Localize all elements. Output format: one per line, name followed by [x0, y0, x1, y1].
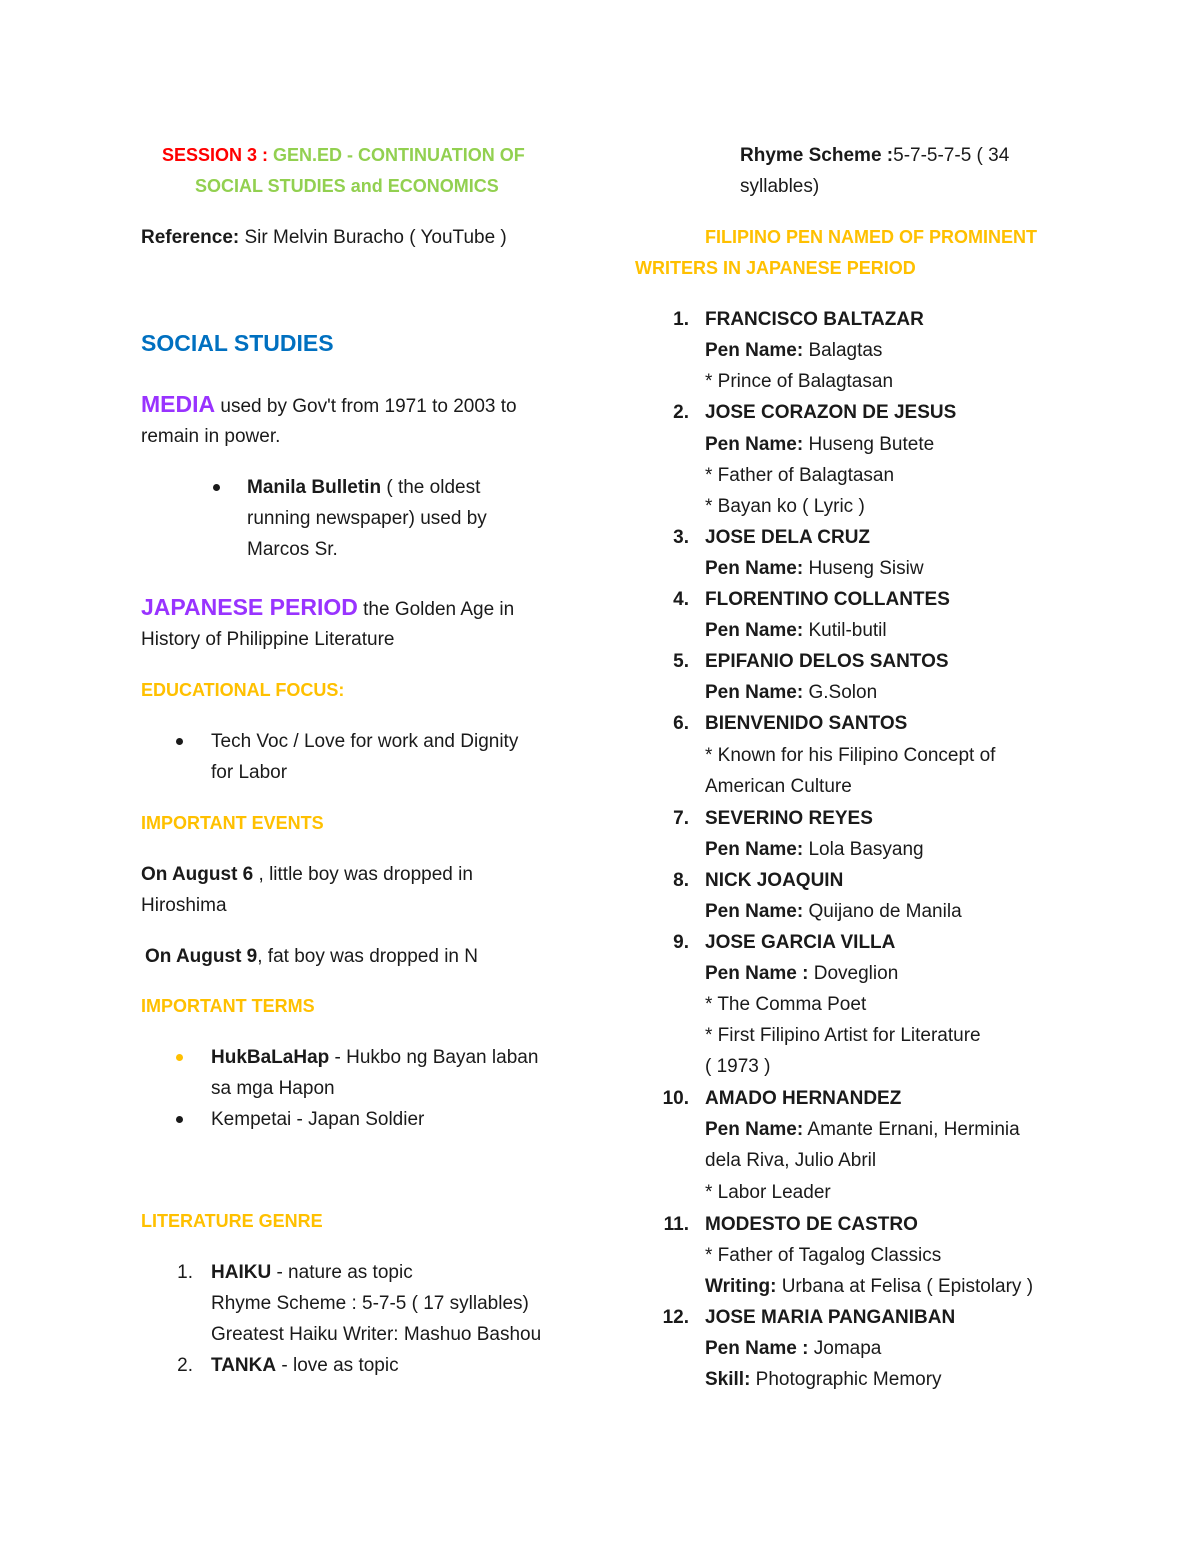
writer-note: * Labor Leader — [705, 1182, 831, 1203]
educational-focus-heading: EDUCATIONAL FOCUS: — [141, 680, 345, 700]
pen-name-label: Pen Name : — [705, 1338, 809, 1359]
media-text-1: used by Gov't from 1971 to 2003 to — [215, 396, 517, 417]
pen-name-value: G.Solon — [803, 682, 878, 703]
genre-2-label: TANKA — [211, 1355, 277, 1376]
writer-name: FLORENTINO COLLANTES — [705, 589, 950, 610]
writer-pen-name — [705, 558, 924, 580]
manila-bulletin-label: Manila Bulletin — [247, 477, 382, 498]
pen-name-value: Lola Basyang — [803, 839, 924, 860]
writer-name: JOSE GARCIA VILLA — [705, 932, 896, 953]
session-label: SESSION 3 : — [162, 145, 269, 165]
genre-1-line2: Rhyme Scheme : 5-7-5 ( 17 syllables) — [211, 1293, 529, 1314]
media-label: MEDIA — [141, 391, 216, 417]
writer-name: BIENVENIDO SANTOS — [705, 713, 908, 734]
reference-line — [141, 227, 507, 249]
pen-names-heading-line2: WRITERS IN JAPANESE PERIOD — [635, 258, 916, 278]
genre-2-text: - love as topic — [276, 1355, 399, 1376]
writer-note: * Prince of Balagtasan — [705, 371, 894, 392]
term-2: Kempetai - Japan Soldier — [211, 1109, 425, 1130]
writer-name: MODESTO DE CASTRO — [705, 1214, 918, 1235]
media-line — [141, 391, 517, 418]
pen-name-value: Huseng Sisiw — [803, 558, 924, 579]
event-2-date: On August 9 — [145, 946, 258, 967]
important-events-heading: IMPORTANT EVENTS — [141, 813, 324, 833]
pen-name-label: Pen Name: — [705, 620, 804, 641]
writing-label: Writing: — [705, 1276, 777, 1297]
writer-note: * Father of Tagalog Classics — [705, 1245, 942, 1266]
writer-name: JOSE DELA CRUZ — [705, 527, 871, 548]
session-title-rest: GEN.ED - CONTINUATION OF — [268, 145, 525, 165]
pen-name-label: Pen Name : — [705, 963, 809, 984]
bullet-icon — [176, 738, 183, 745]
pen-name-value: Quijano de Manila — [803, 901, 962, 922]
skill-value: Photographic Memory — [750, 1369, 942, 1390]
writer-number: 11. — [663, 1214, 689, 1235]
session-title — [162, 145, 525, 166]
writer-number: 9. — [673, 932, 689, 953]
term-1-label: HukBaLaHap — [211, 1047, 330, 1068]
writer-number: 7. — [673, 808, 689, 829]
genre-1-line3: Greatest Haiku Writer: Mashuo Bashou — [211, 1324, 542, 1345]
term-1-line2: sa mga Hapon — [211, 1078, 335, 1099]
japanese-period-line — [141, 594, 514, 621]
writer-note: * Known for his Filipino Concept of — [705, 745, 996, 766]
media-text-2: remain in power. — [141, 426, 281, 447]
writer-name: JOSE MARIA PANGANIBAN — [705, 1307, 956, 1328]
writer-pen-name — [705, 434, 934, 456]
pen-name-value: Balagtas — [803, 340, 883, 361]
genre-1 — [211, 1262, 413, 1284]
pen-name-value: Jomapa — [808, 1338, 882, 1359]
social-studies-heading: SOCIAL STUDIES — [141, 330, 334, 356]
pen-name-label: Pen Name: — [705, 901, 804, 922]
term-1-text: - Hukbo ng Bayan laban — [329, 1047, 539, 1068]
writer-pen-name — [705, 901, 962, 923]
writer-number: 10. — [662, 1088, 689, 1109]
skill-label: Skill: — [705, 1369, 751, 1390]
writer-name: JOSE CORAZON DE JESUS — [705, 402, 957, 423]
writer-number: 12. — [662, 1307, 689, 1328]
genre-1-text: - nature as topic — [271, 1262, 413, 1283]
genre-1-label: HAIKU — [211, 1262, 272, 1283]
event-2-text: , fat boy was dropped in N — [257, 946, 478, 967]
pen-name-value: Amante Ernani, Herminia — [803, 1119, 1020, 1140]
writer-pen-name — [705, 1119, 1020, 1141]
literature-genre-heading: LITERATURE GENRE — [141, 1211, 323, 1231]
pen-name-value: Huseng Butete — [803, 434, 935, 455]
genre-2 — [211, 1355, 399, 1377]
term-1 — [211, 1047, 538, 1069]
manila-bulletin-line — [247, 477, 480, 499]
tanka-rhyme-line2: syllables) — [740, 176, 820, 197]
writer-skill — [705, 1369, 942, 1391]
pen-name-label: Pen Name: — [705, 340, 804, 361]
writer-note: * Father of Balagtasan — [705, 465, 895, 486]
writer-number: 6. — [673, 713, 689, 734]
writer-pen-name-line2: dela Riva, Julio Abril — [705, 1150, 877, 1171]
writer-note: * First Filipino Artist for Literature — [705, 1025, 981, 1046]
pen-name-label: Pen Name: — [705, 682, 804, 703]
session-title-line2: SOCIAL STUDIES and ECONOMICS — [195, 176, 499, 196]
genre-2-number: 2. — [177, 1355, 193, 1376]
reference-label: Reference: — [141, 227, 240, 248]
pen-name-value: Doveglion — [808, 963, 899, 984]
bullet-icon — [176, 1054, 183, 1061]
tanka-rhyme-line — [740, 145, 1009, 167]
tanka-rhyme-text: 5-7-5-7-5 ( 34 — [893, 145, 1010, 166]
writer-name: EPIFANIO DELOS SANTOS — [705, 651, 949, 672]
japanese-text-2: History of Philippine Literature — [141, 629, 395, 650]
writer-note: American Culture — [705, 776, 852, 797]
event-2 — [145, 946, 478, 968]
writer-pen-name — [705, 963, 898, 985]
event-1-text: , little boy was dropped in — [253, 864, 473, 885]
techvoc-line-1: Tech Voc / Love for work and Dignity — [211, 731, 519, 752]
pen-name-label: Pen Name: — [705, 434, 804, 455]
writer-writing — [705, 1276, 1033, 1298]
event-1-date: On August 6 — [141, 864, 254, 885]
genre-1-number: 1. — [177, 1262, 193, 1283]
writer-note: ( 1973 ) — [705, 1056, 771, 1077]
writer-name: FRANCISCO BALTAZAR — [705, 309, 924, 330]
reference-text: Sir Melvin Buracho ( YouTube ) — [239, 227, 507, 248]
writer-note: * Bayan ko ( Lyric ) — [705, 496, 865, 517]
writer-pen-name — [705, 682, 877, 704]
important-terms-heading: IMPORTANT TERMS — [141, 996, 315, 1016]
pen-name-value: Kutil-butil — [803, 620, 887, 641]
writer-pen-name — [705, 620, 887, 642]
writer-pen-name — [705, 1338, 881, 1360]
writer-number: 3. — [673, 527, 689, 548]
pen-name-label: Pen Name: — [705, 1119, 804, 1140]
manila-text-1: ( the oldest — [381, 477, 481, 498]
writer-number: 2. — [673, 402, 689, 423]
japanese-period-label: JAPANESE PERIOD — [141, 594, 358, 620]
bullet-icon — [213, 484, 220, 491]
techvoc-line-2: for Labor — [211, 762, 288, 783]
writer-number: 1. — [673, 309, 689, 330]
manila-text-3: Marcos Sr. — [247, 539, 338, 560]
writer-name: SEVERINO REYES — [705, 808, 873, 829]
writer-number: 4. — [673, 589, 689, 610]
pen-names-heading: FILIPINO PEN NAMED OF PROMINENT — [705, 227, 1038, 247]
writer-number: 8. — [673, 870, 689, 891]
writer-pen-name — [705, 839, 924, 861]
writer-name: AMADO HERNANDEZ — [705, 1088, 902, 1109]
tanka-rhyme-label: Rhyme Scheme : — [740, 145, 894, 166]
pen-name-label: Pen Name: — [705, 558, 804, 579]
pen-name-label: Pen Name: — [705, 839, 804, 860]
writer-pen-name — [705, 340, 882, 362]
bullet-icon — [176, 1116, 183, 1123]
japanese-text-1: the Golden Age in — [357, 599, 515, 620]
writing-value: Urbana at Felisa ( Epistolary ) — [776, 1276, 1034, 1297]
event-1-line2: Hiroshima — [141, 895, 227, 916]
writer-name: NICK JOAQUIN — [705, 870, 844, 891]
event-1 — [141, 864, 473, 886]
manila-text-2: running newspaper) used by — [247, 508, 487, 529]
writer-note: * The Comma Poet — [705, 994, 867, 1015]
writer-number: 5. — [673, 651, 689, 672]
